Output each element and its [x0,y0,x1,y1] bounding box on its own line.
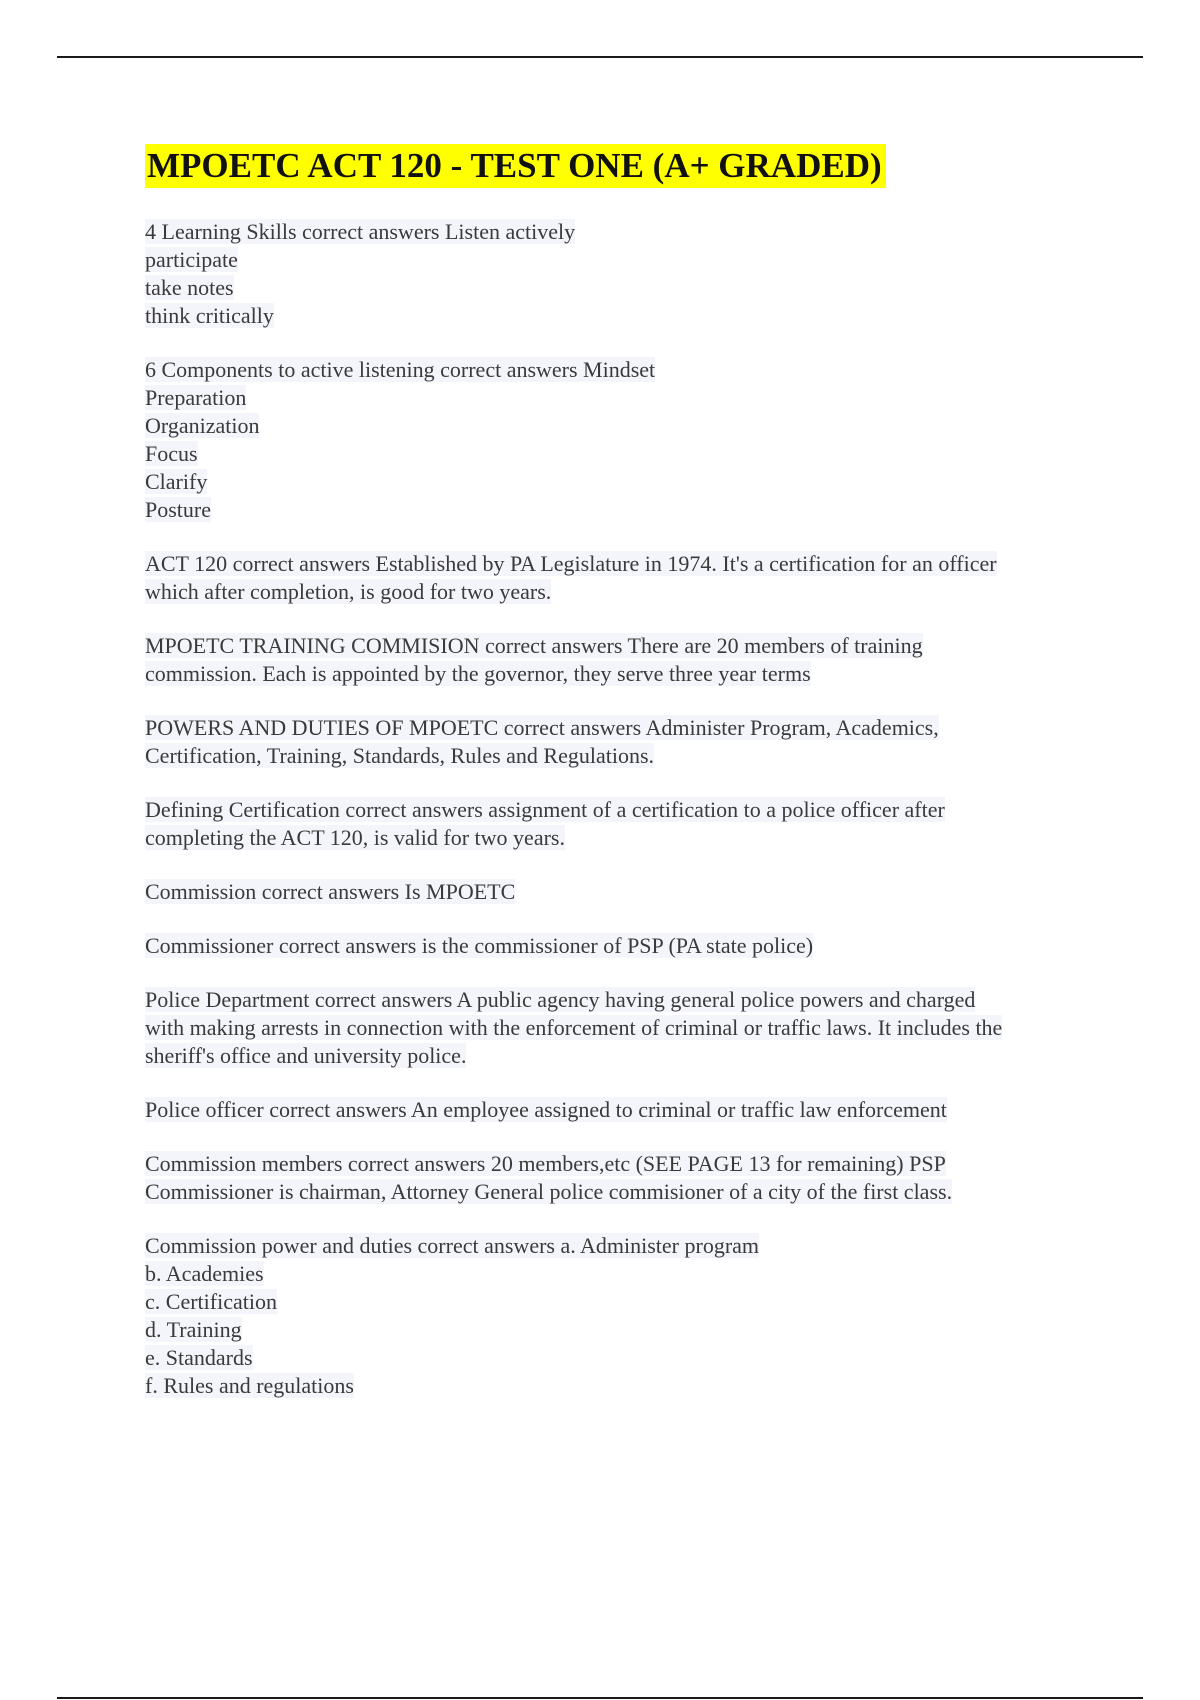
qa-line-text: d. Training [145,1317,242,1342]
qa-line-text: participate [145,247,238,272]
bottom-rule [57,1697,1143,1699]
qa-line-text: Certification, Training, Standards, Rules and Regulations. [145,743,655,768]
qa-line [145,742,1105,770]
qa-line-text: Police officer correct answers An employee assigned to criminal or traffic law enforcement [145,1097,947,1122]
qa-line-text: c. Certification [145,1289,277,1314]
qa-line [145,496,1105,524]
qa-line [145,1014,1105,1042]
qa-line-text: ACT 120 correct answers Established by PA Legislature in 1974. It's a certification for an officer [145,551,997,576]
qa-entry [145,932,1105,960]
qa-line-text: e. Standards [145,1345,253,1370]
qa-line-text: b. Academies [145,1261,264,1286]
qa-line [145,578,1105,606]
qa-line-text: think critically [145,303,274,328]
qa-line [145,1260,1105,1288]
qa-line [145,218,1105,246]
qa-line-text: Commission members correct answers 20 members,etc (SEE PAGE 13 for remaining) PSP [145,1151,946,1176]
qa-line [145,356,1105,384]
qa-entry [145,550,1105,606]
qa-line-text: Focus [145,441,198,466]
qa-line [145,1096,1105,1124]
qa-line [145,1372,1105,1400]
qa-line [145,412,1105,440]
qa-line [145,1344,1105,1372]
qa-entry [145,796,1105,852]
qa-line-text: Organization [145,413,260,438]
qa-entry [145,1096,1105,1124]
top-rule [57,56,1143,58]
qa-line [145,1288,1105,1316]
qa-entry [145,218,1105,330]
qa-line-text: Defining Certification correct answers assignment of a certification to a police officer after [145,797,945,822]
qa-line [145,1042,1105,1070]
qa-line-text: 4 Learning Skills correct answers Listen actively [145,219,576,244]
qa-entry [145,632,1105,688]
qa-line [145,440,1105,468]
qa-line [145,468,1105,496]
qa-list [145,218,1105,1400]
qa-line [145,550,1105,578]
qa-line-text: Commission correct answers Is MPOETC [145,879,516,904]
qa-entry [145,878,1105,906]
qa-line-text: Police Department correct answers A public agency having general police powers and charged [145,987,976,1012]
qa-line-text: take notes [145,275,234,300]
qa-line-text: completing the ACT 120, is valid for two years. [145,825,565,850]
qa-line [145,302,1105,330]
qa-line [145,878,1105,906]
qa-line [145,246,1105,274]
qa-line-text: 6 Components to active listening correct answers Mindset [145,357,656,382]
document-title: MPOETC ACT 120 - TEST ONE (A+ GRADED) [145,144,886,188]
qa-line [145,796,1105,824]
qa-line [145,1232,1105,1260]
qa-entry [145,714,1105,770]
qa-line-text: Commissioner correct answers is the commissioner of PSP (PA state police) [145,933,814,958]
qa-entry [145,356,1105,524]
qa-line [145,274,1105,302]
qa-line-text: sheriff's office and university police. [145,1043,467,1068]
qa-line [145,1316,1105,1344]
qa-entry [145,986,1105,1070]
qa-line-text: with making arrests in connection with the enforcement of criminal or traffic laws. It includes the [145,1015,1003,1040]
qa-line-text: Commission power and duties correct answers a. Administer program [145,1233,760,1258]
qa-line [145,824,1105,852]
qa-line-text: Posture [145,497,211,522]
qa-line [145,932,1105,960]
qa-line-text: which after completion, is good for two years. [145,579,552,604]
document-body [145,144,1105,1426]
qa-line [145,384,1105,412]
qa-line [145,1150,1105,1178]
qa-line [145,1178,1105,1206]
qa-line-text: Clarify [145,469,208,494]
qa-line-text: Commissioner is chairman, Attorney General police commisioner of a city of the first class. [145,1179,953,1204]
qa-line-text: Preparation [145,385,247,410]
qa-line-text: f. Rules and regulations [145,1373,354,1398]
qa-entry [145,1150,1105,1206]
qa-line [145,660,1105,688]
qa-line [145,986,1105,1014]
qa-line-text: POWERS AND DUTIES OF MPOETC correct answers Administer Program, Academics, [145,715,939,740]
qa-entry [145,1232,1105,1400]
qa-line-text: MPOETC TRAINING COMMISION correct answers There are 20 members of training [145,633,923,658]
qa-line [145,714,1105,742]
qa-line [145,632,1105,660]
qa-line-text: commission. Each is appointed by the governor, they serve three year terms [145,661,811,686]
